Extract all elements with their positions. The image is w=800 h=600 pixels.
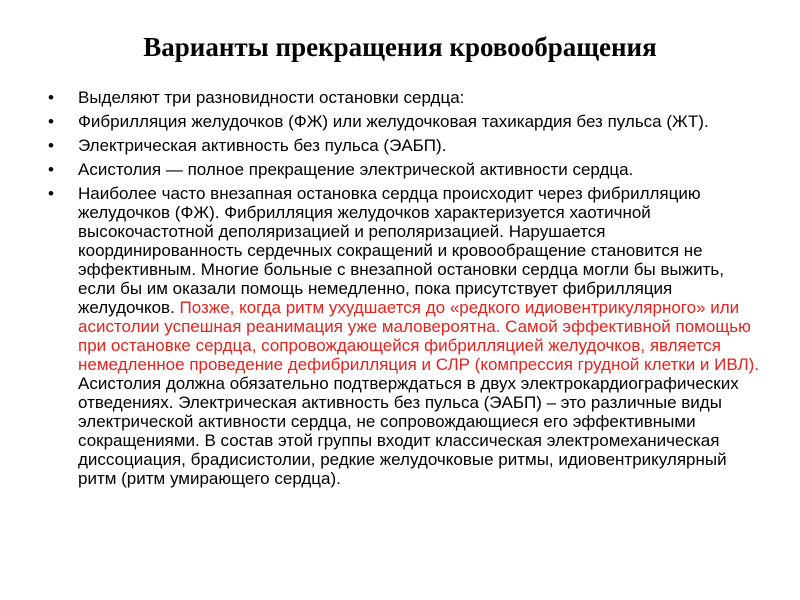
bullet-dot-icon: • xyxy=(48,136,54,155)
bullet-list xyxy=(48,88,763,493)
bullet-item-3 xyxy=(48,136,763,155)
bullet-item-1 xyxy=(48,88,763,107)
bullet-item-2 xyxy=(48,112,763,131)
bullet-text: Асистолия — полное прекращение электрической активности сердца. xyxy=(78,160,634,179)
bullet-text-part3: Асистолия должна обязательно подтверждаться в двух электрокардиографических отведениях. Электрическая активность без пульса (ЭАБП) – это различные виды электрической активности сердца, не сопровождающиеся его эффективными сокращениями. В состав этой группы входит классическая электромеханическая диссоциация, брадисистолии, редкие желудочковые ритмы, идиовентрикулярный ритм (ритм умирающего сердца). xyxy=(78,374,739,488)
bullet-dot-icon: • xyxy=(48,112,54,131)
bullet-item-5 xyxy=(48,184,763,488)
bullet-text-part1: Наиболее часто внезапная остановка сердца происходит через фибрилляцию желудочков (ФЖ). Фибрилляция желудочков характеризуется хаотичной высокочастотной деполяризацией и реполяризацией. Нарушается координированность сердечных сокращений и кровообращение становится не эффективным. Многие больные с внезапной остановки сердца могли бы выжить, если бы им оказали помощь немедленно, пока присутствует фибрилляция желудочков. xyxy=(78,184,724,317)
bullet-dot-icon: • xyxy=(48,88,54,107)
bullet-text-highlight: Позже, когда ритм ухудшается до «редкого идиовентрикулярного» или асистолии успешная реанимация уже маловероятна. Самой эффективной помощью при остановке сердца, сопровождающейся фибрилляцией желудочков, является немедленное проведение дефибрилляция и СЛР (компрессия грудной клетки и ИВЛ). xyxy=(78,298,760,374)
bullet-dot-icon: • xyxy=(48,160,54,179)
bullet-item-4 xyxy=(48,160,763,179)
bullet-text: Фибрилляция желудочков (ФЖ) или желудочковая тахикардия без пульса (ЖТ). xyxy=(78,112,709,131)
bullet-text: Электрическая активность без пульса (ЭАБП). xyxy=(78,136,447,155)
bullet-dot-icon: • xyxy=(48,184,54,203)
bullet-text: Выделяют три разновидности остановки сердца: xyxy=(78,88,465,107)
slide-title: Варианты прекращения кровообращения xyxy=(143,32,657,62)
